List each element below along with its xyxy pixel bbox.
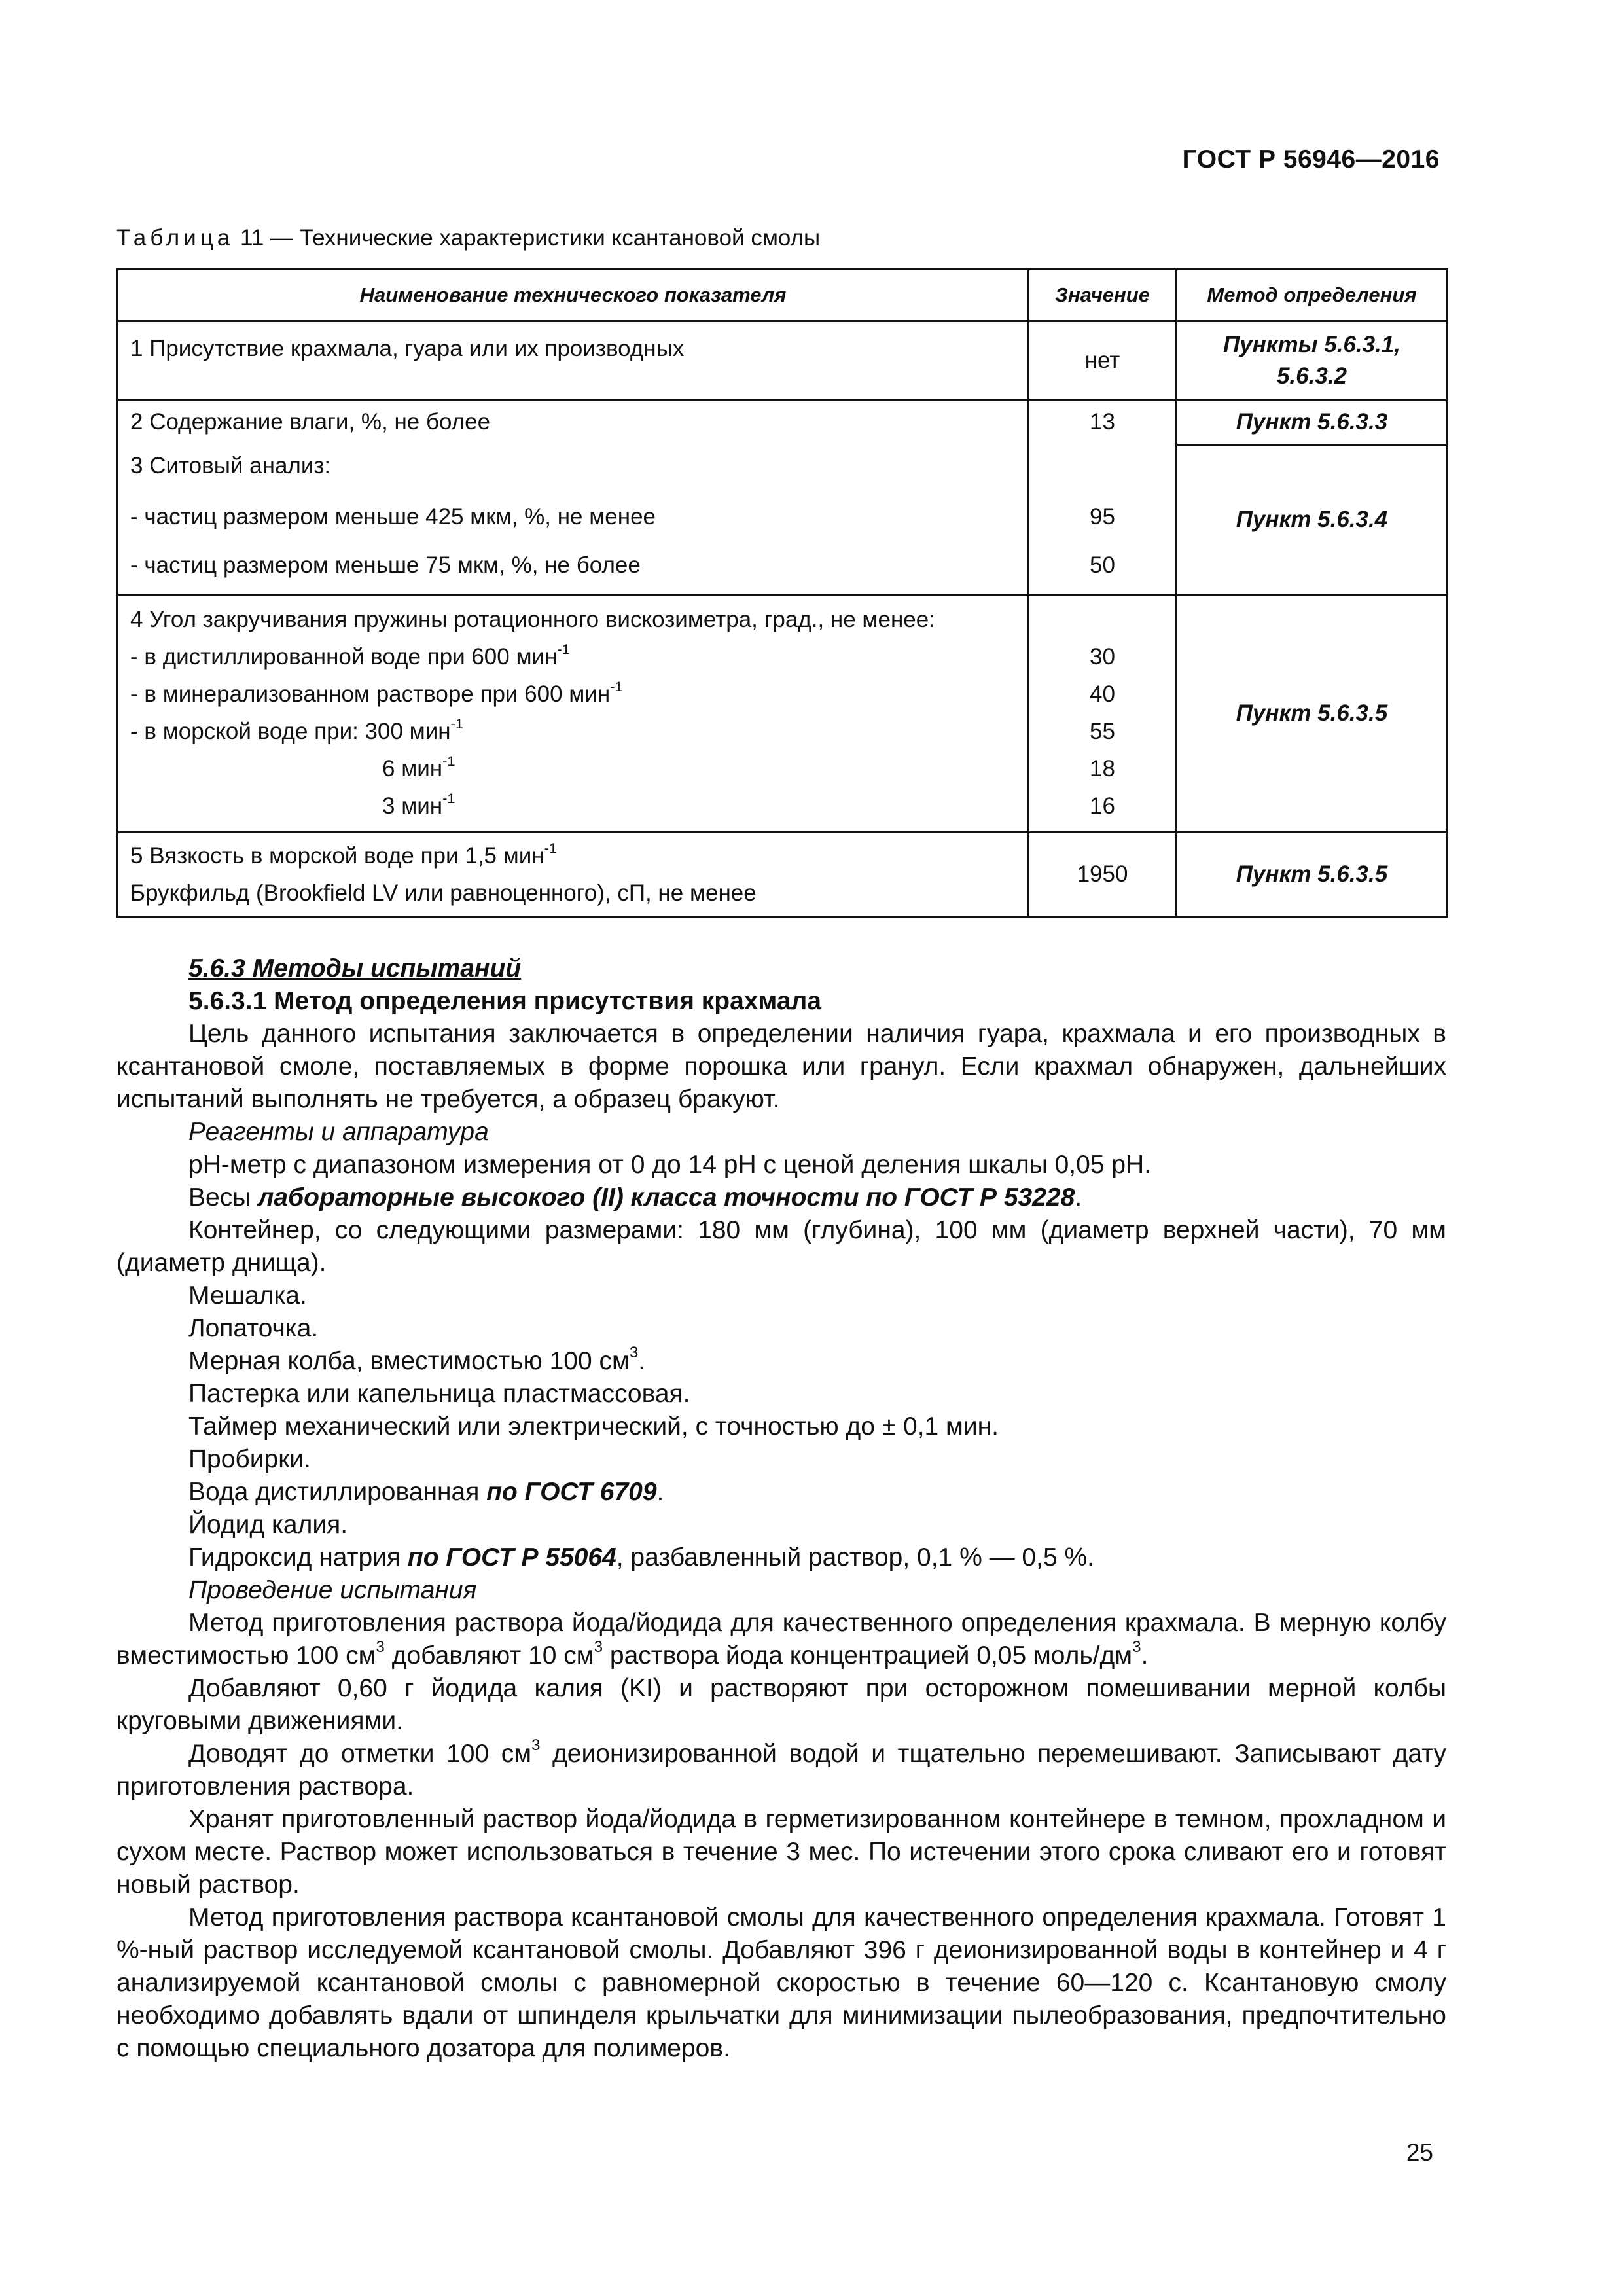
- list-item: Лопаточка.: [188, 1314, 319, 1342]
- col-header-value: Значение: [1029, 270, 1177, 321]
- row4-value5: 16: [1090, 793, 1115, 819]
- row3-sub1: - частиц размером меньше 425 мкм, %, не менее: [130, 504, 656, 529]
- paragraph: Доводят до отметки 100 $см^3$ деионизированной водой и тщательно перемешивают. Записывают дату приготовления раствора.: [116, 1736, 1446, 1801]
- table-caption-text: 11 — Технические характеристики ксантановой смолы: [240, 225, 821, 251]
- list-item: Мерная колба, вместимостью 100 $см^3$.: [188, 1344, 646, 1375]
- row4-sub5: 3 мин: [382, 793, 443, 819]
- col-header-method: Метод определения: [1177, 270, 1448, 321]
- list-item: Йодид калия.: [188, 1511, 348, 1539]
- row4-name: 4 Угол закручивания пружины ротационного вискозиметра, град., не менее:: [130, 607, 935, 632]
- row4-value4: 18: [1090, 756, 1115, 781]
- list-item: Вода дистиллированная по ГОСТ 6709.: [188, 1478, 664, 1506]
- row1-method: [1177, 321, 1448, 400]
- table-row: [118, 321, 1448, 400]
- row4-method: Пункт 5.6.3.5: [1177, 595, 1448, 833]
- paragraph: Метод приготовления раствора йода/йодида для качественного определения крахмала. В мерную колбу вместимостью 100 $см^3$ добавляют 10 $см^3$ раствора йода концентрацией 0,05 моль/$дм^3$.: [116, 1609, 1446, 1670]
- row3-name: 3 Ситовый анализ:: [130, 453, 331, 478]
- table-caption: [116, 225, 820, 251]
- row2-name: 2 Содержание влаги, %, не более: [130, 409, 491, 435]
- row4-value1: 30: [1090, 644, 1115, 670]
- row4-sub4-exp: -1: [442, 753, 455, 770]
- document-id: ГОСТ Р 56946—2016: [1182, 145, 1440, 173]
- row5-method: Пункт 5.6.3.5: [1177, 833, 1448, 917]
- list-item: Пробирки.: [188, 1445, 311, 1473]
- row4-sub2-exp: -1: [610, 678, 623, 695]
- row1-value: нет: [1029, 321, 1177, 400]
- row4-sub1: - в дистиллированной воде при 600 мин: [130, 644, 558, 670]
- row4-sub5-exp: -1: [442, 790, 455, 807]
- list-item: Мешалка.: [188, 1282, 307, 1310]
- table-header-row: [118, 270, 1448, 321]
- standard-ref: по ГОСТ Р 55064: [407, 1543, 616, 1571]
- row3-sub2: - частиц размером меньше 75 мкм, %, не более: [130, 552, 641, 578]
- row1-method-b: 5.6.3.2: [1276, 363, 1347, 389]
- list-item: Контейнер, со следующими размерами: 180 мм (глубина), 100 мм (диаметр верхней части), 70 мм (диаметр днища).: [116, 1216, 1446, 1277]
- row5-name-exp: -1: [544, 840, 557, 857]
- row2-value: 13: [1090, 409, 1115, 435]
- col-header-name: Наименование технического показателя: [118, 270, 1029, 321]
- list-item: Гидроксид натрия по ГОСТ Р 55064, разбавленный раствор, 0,1 % — 0,5 %.: [188, 1543, 1094, 1571]
- list-item: Пастерка или капельница пластмассовая.: [188, 1380, 690, 1408]
- list-item: Весы лабораторные высокого (II) класса точности по ГОСТ Р 53228.: [188, 1183, 1082, 1211]
- paragraph: Добавляют 0,60 г йодида калия (KI) и растворяют при осторожном помешивании мерной колбы круговыми движениями.: [116, 1674, 1446, 1735]
- table-row: [118, 595, 1448, 833]
- row4-value3: 55: [1090, 719, 1115, 744]
- list-item: рН-метр с диапазоном измерения от 0 до 14 рН с ценой деления шкалы 0,05 рН.: [188, 1151, 1152, 1179]
- reagents-heading: Реагенты и аппаратура: [188, 1118, 489, 1146]
- row4-sub2: - в минерализованном растворе при 600 мин: [130, 681, 611, 707]
- row5-name-b: Брукфильд (Brookfield LV или равноценного), сП, не менее: [130, 880, 757, 906]
- test-heading: Проведение испытания: [188, 1576, 477, 1604]
- row4-sub1-exp: -1: [557, 641, 570, 658]
- row2-method: Пункт 5.6.3.3: [1177, 400, 1448, 445]
- row5-name-a: 5 Вязкость в морской воде при 1,5 мин: [130, 843, 544, 869]
- paragraph: Хранят приготовленный раствор йода/йодида в герметизированном контейнере в темном, прохладном и сухом месте. Раствор может использоваться в течение 3 мес. По истечении этого срока сливают его и готовят новый раствор.: [116, 1805, 1446, 1899]
- paragraph: Метод приготовления раствора ксантановой смолы для качественного определения крахмала. Готовят 1 %-ный раствор исследуемой ксантановой смолы. Добавляют 396 г деионизированной воды в контейнер и 4 г анализируемой ксантановой смолы с равномерной скоростью в течение 60—120 с. Ксантановую смолу необходимо добавлять вдали от шпинделя крыльчатки для минимизации пылеобразования, предпочтительно с помощью специального дозатора для полимеров.: [116, 1903, 1446, 2062]
- row3-method: Пункт 5.6.3.4: [1177, 445, 1448, 595]
- row4-value2: 40: [1090, 681, 1115, 707]
- row1-name: 1 Присутствие крахмала, гуара или их производных: [130, 336, 685, 361]
- section-heading: 5.6.3 Методы испытаний: [188, 954, 522, 982]
- row3-value2: 50: [1090, 552, 1115, 578]
- list-item: Таймер механический или электрический, с точностью до ± 0,1 мин.: [188, 1412, 999, 1441]
- row4-sub3: - в морской воде при: 300 мин: [130, 719, 451, 744]
- table-caption-word: Таблица: [116, 225, 234, 251]
- table-row: [118, 400, 1448, 445]
- row5-value: 1950: [1029, 833, 1177, 917]
- standard-ref: по ГОСТ 6709: [486, 1478, 657, 1506]
- row4-sub4: 6 мин: [382, 756, 443, 781]
- table-row: [118, 833, 1448, 917]
- row1-method-a: Пункты 5.6.3.1,: [1222, 331, 1400, 357]
- subsection-heading: 5.6.3.1 Метод определения присутствия крахмала: [188, 987, 822, 1015]
- standard-ref: лабораторные высокого (II) класса точности по ГОСТ Р 53228: [258, 1183, 1075, 1211]
- paragraph: Цель данного испытания заключается в определении наличия гуара, крахмала и его производных в ксантановой смоле, поставляемых в форме порошка или гранул. Если крахмал обнаружен, дальнейших испытаний выполнять не требуется, а образец бракуют.: [116, 1020, 1446, 1113]
- row3-value1: 95: [1090, 504, 1115, 529]
- row4-sub3-exp: -1: [450, 715, 463, 732]
- page-number: 25: [1406, 2139, 1433, 2166]
- body-text: [116, 952, 1446, 2065]
- spec-table: [116, 268, 1448, 918]
